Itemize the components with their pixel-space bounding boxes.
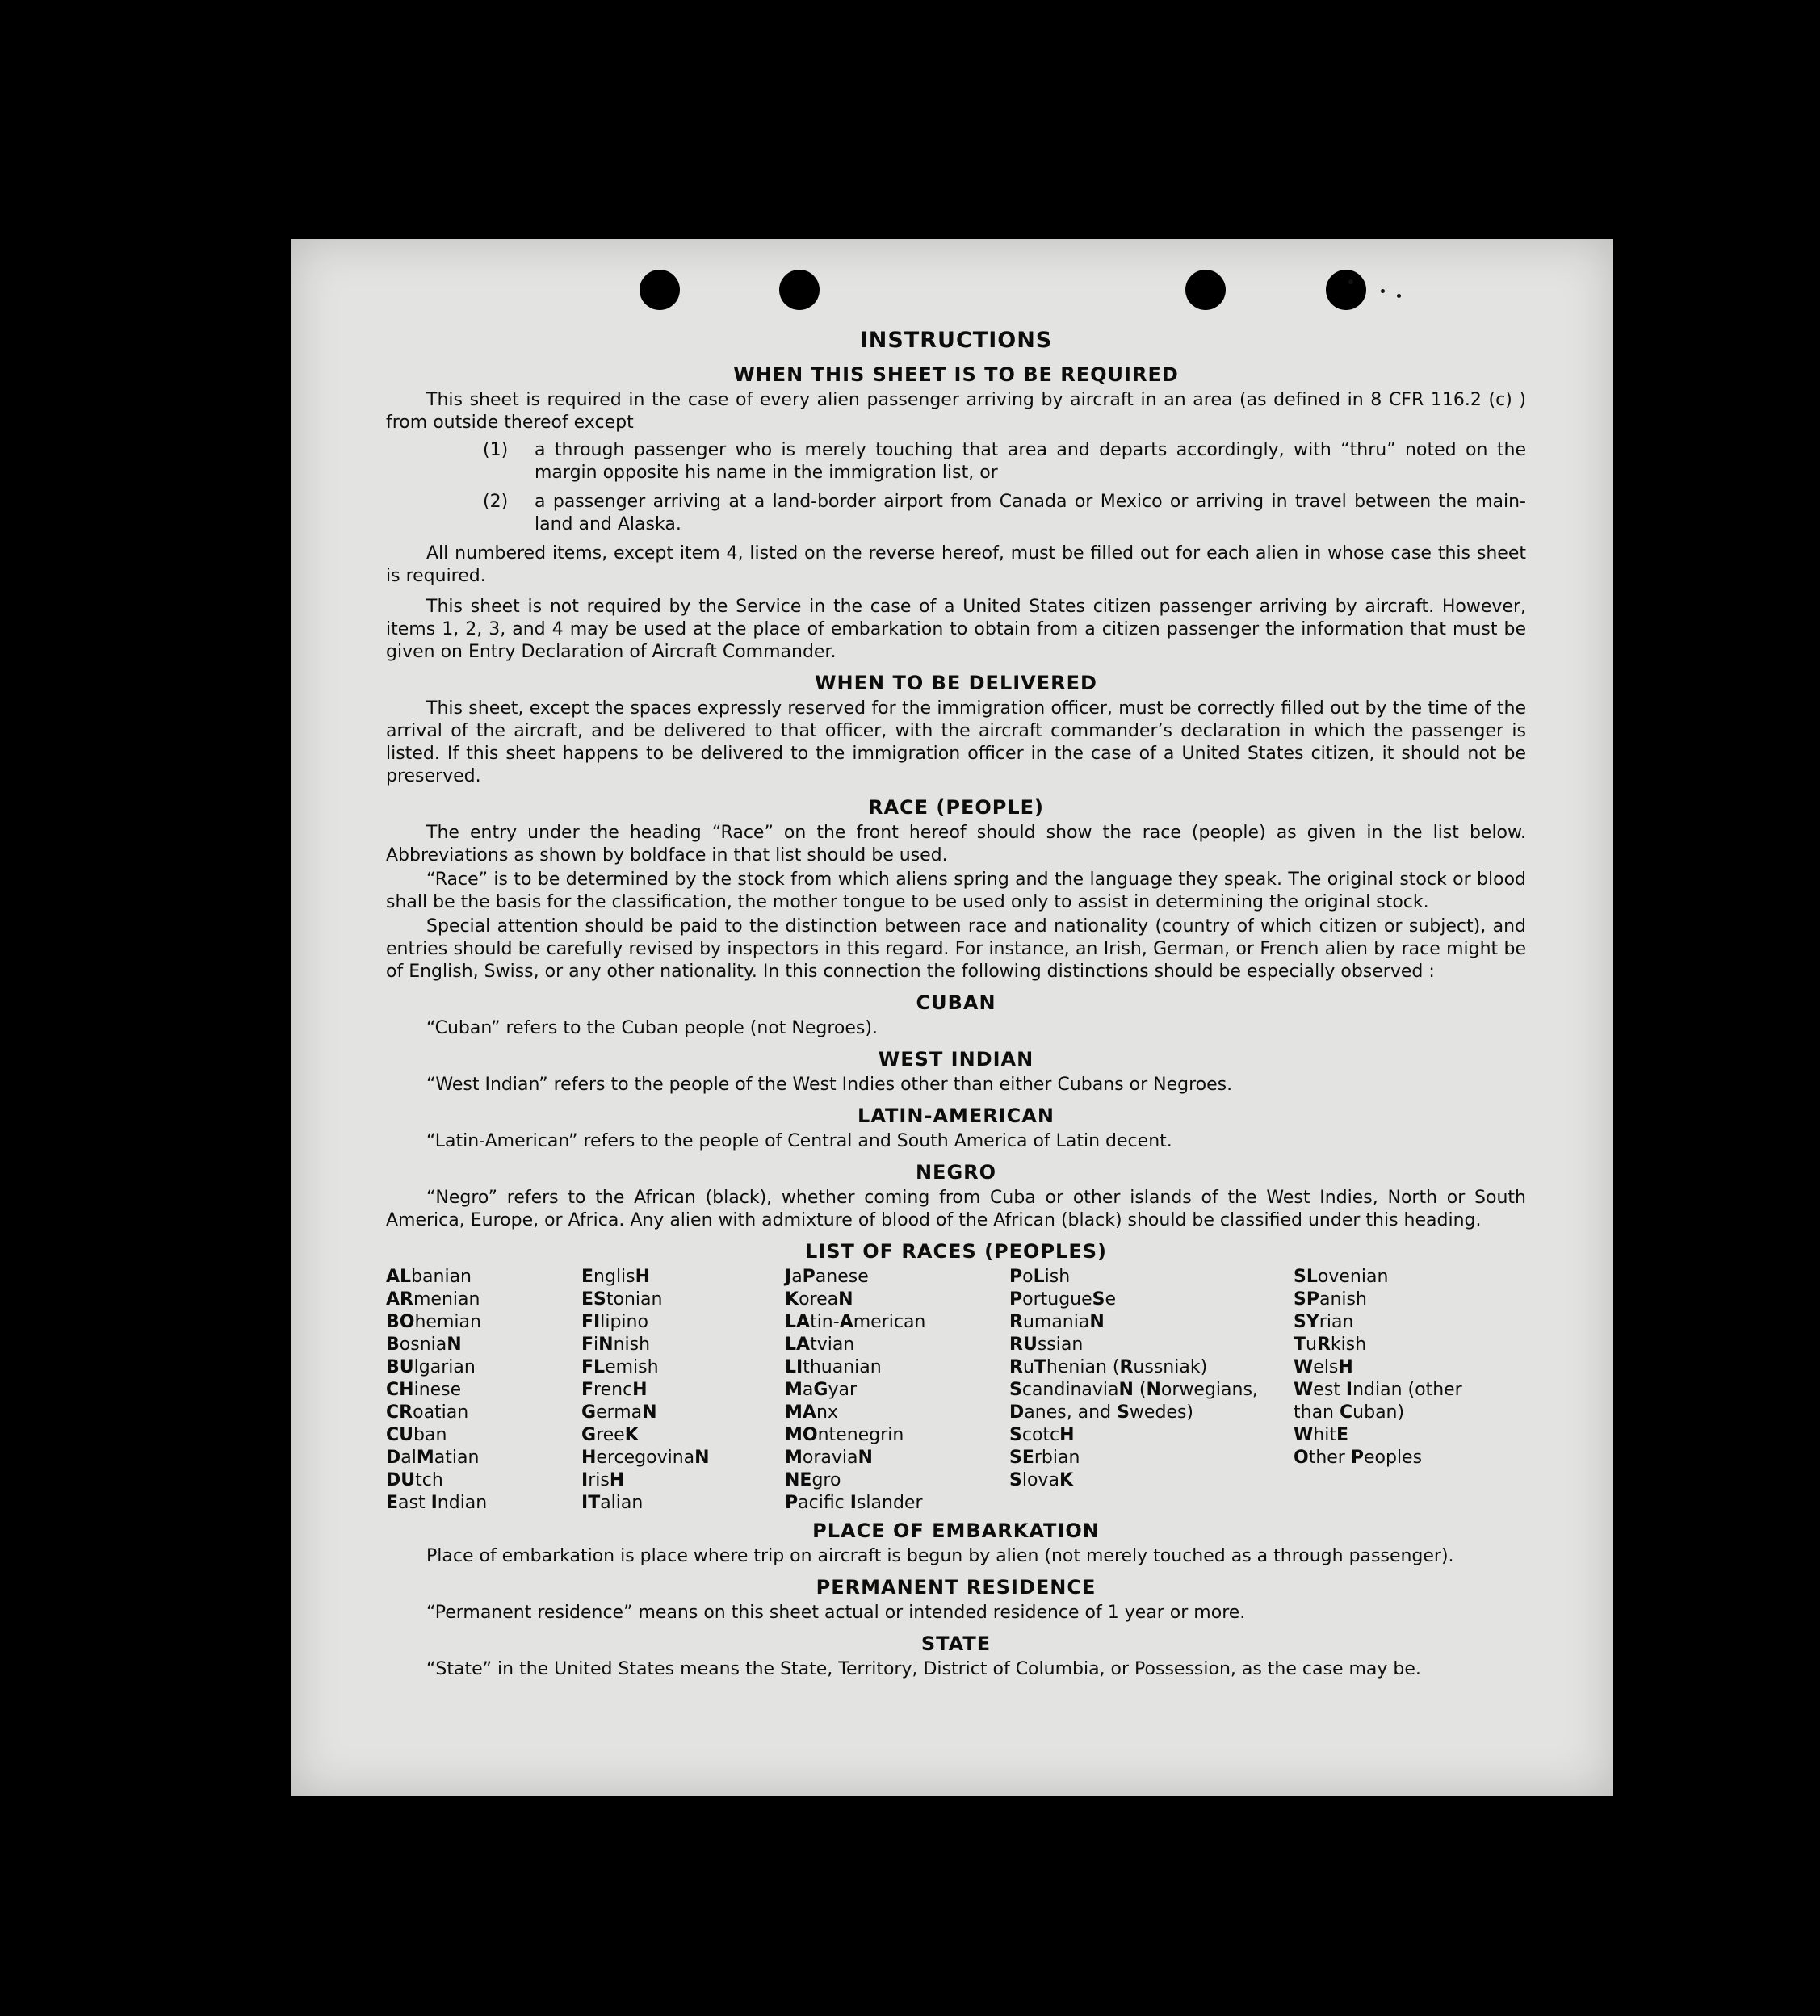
paragraph: “Latin-American” refers to the people of Central and South America of Latin decent. bbox=[426, 1131, 1172, 1151]
race-entry: RuThenian (Russniak) bbox=[1009, 1357, 1208, 1377]
race-entry: Other Peoples bbox=[1294, 1448, 1423, 1468]
punch-hole bbox=[779, 270, 820, 310]
race-entry: BOhemian bbox=[386, 1312, 481, 1332]
race-entry: BUlgarian bbox=[386, 1357, 476, 1377]
race-entry: ScandinaviaN (Norwegians, Danes, and Swedes) bbox=[1009, 1380, 1258, 1423]
section-heading: WEST INDIAN bbox=[878, 1048, 1034, 1071]
section-heading: RACE (PEOPLE) bbox=[867, 796, 1045, 819]
race-entry: CHinese bbox=[386, 1380, 462, 1400]
paragraph: “Cuban” refers to the Cuban people (not Negroes). bbox=[426, 1018, 878, 1038]
race-entry: East Indian bbox=[386, 1493, 488, 1513]
race-entry: GermaN bbox=[581, 1402, 657, 1423]
instructions-body bbox=[386, 329, 1526, 1689]
paragraph: “Negro” refers to the African (black), whether coming from Cuba or other islands of the West Indies, North or South America, Europe, or Africa. Any alien with admixture of blood of the African (black) should be classified under this heading. bbox=[386, 1188, 1526, 1230]
speck bbox=[1381, 289, 1385, 293]
paragraph: “West Indian” refers to the people of the West Indies other than either Cubans or Negroes. bbox=[426, 1075, 1233, 1095]
speck bbox=[1397, 294, 1401, 298]
races-column bbox=[1294, 1266, 1495, 1515]
item-text: a through passenger who is merely touching that area and departs accordingly, with “thru” noted on the margin opposite his name in the immigration list, or bbox=[535, 440, 1526, 483]
exception-item bbox=[483, 491, 1526, 536]
section-heading: PERMANENT RESIDENCE bbox=[816, 1576, 1097, 1599]
race-entry: JaPanese bbox=[785, 1267, 869, 1287]
race-entry: IrisH bbox=[581, 1470, 625, 1490]
race-entry: ALbanian bbox=[386, 1267, 472, 1287]
section-heading: CUBAN bbox=[916, 991, 996, 1014]
race-entry: GreeK bbox=[581, 1425, 639, 1445]
paragraph: “Race” is to be determined by the stock from which aliens spring and the language they speak. The original stock or blood shall be the basis for the classification, the mother tongue to be used only to assist in determining the original stock. bbox=[386, 870, 1526, 912]
race-entry: CUban bbox=[386, 1425, 447, 1445]
race-entry: ITalian bbox=[581, 1493, 644, 1513]
paragraph: Place of embarkation is place where trip on aircraft is begun by alien (not merely touched as a through passenger). bbox=[426, 1546, 1454, 1566]
races-list bbox=[386, 1266, 1526, 1515]
race-entry: CRoatian bbox=[386, 1402, 469, 1423]
race-entry: WelsH bbox=[1294, 1357, 1353, 1377]
page-title: INSTRUCTIONS bbox=[859, 328, 1053, 353]
item-number: (2) bbox=[483, 492, 509, 512]
races-column bbox=[581, 1266, 785, 1515]
section-heading: LATIN-AMERICAN bbox=[858, 1104, 1055, 1127]
race-entry: FLemish bbox=[581, 1357, 659, 1377]
race-entry: MoraviaN bbox=[785, 1448, 873, 1468]
race-entry: NEgro bbox=[785, 1470, 841, 1490]
races-column bbox=[386, 1266, 581, 1515]
race-entry: Pacific Islander bbox=[785, 1493, 923, 1513]
race-entry: LAtin-American bbox=[785, 1312, 926, 1332]
race-entry: ARmenian bbox=[386, 1289, 480, 1310]
race-entry: SPanish bbox=[1294, 1289, 1367, 1310]
races-column bbox=[1009, 1266, 1294, 1515]
paragraph: “Permanent residence” means on this sheet actual or intended residence of 1 year or more. bbox=[426, 1603, 1246, 1623]
item-number: (1) bbox=[483, 440, 509, 460]
section-heading: LIST OF RACES (PEOPLES) bbox=[805, 1240, 1107, 1263]
race-entry: FIlipino bbox=[581, 1312, 648, 1332]
paragraph: This sheet is required in the case of every alien passenger arriving by aircraft in an area (as defined in 8 CFR 116.2 (c) ) from outside thereof except bbox=[386, 390, 1526, 433]
race-entry: TuRkish bbox=[1294, 1335, 1367, 1355]
race-entry: MaGyar bbox=[785, 1380, 857, 1400]
race-entry: ScotcH bbox=[1009, 1425, 1075, 1445]
race-entry: SLovenian bbox=[1294, 1267, 1389, 1287]
section-heading: PLACE OF EMBARKATION bbox=[812, 1519, 1100, 1542]
race-entry: RUssian bbox=[1009, 1335, 1084, 1355]
race-entry: FiNnish bbox=[581, 1335, 651, 1355]
paragraph: This sheet, except the spaces expressly reserved for the immigration officer, must be correctly filled out by the time of the arrival of the aircraft, and be delivered to that officer, with the aircraft commander’s declaration in which the passenger is listed. If this sheet happens to be delivered to the immigration officer in the case of a United States citizen, it should not be preserved. bbox=[386, 698, 1526, 786]
paragraph: This sheet is not required by the Service in the case of a United States citizen passenger arriving by aircraft. However, items 1, 2, 3, and 4 may be used at the place of embarkation to obtain from a citizen passenger the information that must be given on Entry Declaration of Aircraft Commander. bbox=[386, 597, 1526, 662]
race-entry: HercegovinaN bbox=[581, 1448, 710, 1468]
race-entry: EnglisH bbox=[581, 1267, 651, 1287]
race-entry: PortugueSe bbox=[1009, 1289, 1117, 1310]
race-entry: WhitE bbox=[1294, 1425, 1348, 1445]
race-entry: FrencH bbox=[581, 1380, 648, 1400]
section-heading: WHEN TO BE DELIVERED bbox=[815, 672, 1097, 694]
race-entry: LAtvian bbox=[785, 1335, 855, 1355]
race-entry: MAnx bbox=[785, 1402, 838, 1423]
paragraph: All numbered items, except item 4, listed on the reverse hereof, must be filled out for each alien in whose case this sheet is required. bbox=[386, 543, 1526, 586]
race-entry: SErbian bbox=[1009, 1448, 1080, 1468]
race-entry: SYrian bbox=[1294, 1312, 1354, 1332]
race-entry: LIthuanian bbox=[785, 1357, 882, 1377]
paragraph: “State” in the United States means the State, Territory, District of Columbia, or Possession, as the case may be. bbox=[426, 1659, 1421, 1679]
race-entry: BosniaN bbox=[386, 1335, 462, 1355]
punch-hole bbox=[1326, 270, 1366, 310]
race-entry: SlovaK bbox=[1009, 1470, 1073, 1490]
exception-item bbox=[483, 439, 1526, 484]
punch-hole bbox=[640, 270, 680, 310]
race-entry: EStonian bbox=[581, 1289, 663, 1310]
race-entry: MOntenegrin bbox=[785, 1425, 904, 1445]
paragraph: Special attention should be paid to the distinction between race and nationality (country of which citizen or subject), and entries should be carefully revised by inspectors in this regard. For instance, an Irish, German, or French alien by race might be of English, Swiss, or any other nationality. In this connection the following distinctions should be especially observed : bbox=[386, 916, 1526, 982]
item-text: a passenger arriving at a land-border airport from Canada or Mexico or arriving in travel between the main-land and Alaska. bbox=[535, 492, 1526, 534]
paragraph: The entry under the heading “Race” on the front hereof should show the race (people) as given in the list below. Abbreviations as shown by boldface in that list should be used. bbox=[386, 823, 1526, 865]
race-entry: DalMatian bbox=[386, 1448, 480, 1468]
race-entry: RumaniaN bbox=[1009, 1312, 1105, 1332]
punch-hole bbox=[1185, 270, 1226, 310]
race-entry: West Indian (other than Cuban) bbox=[1294, 1380, 1462, 1423]
section-heading: STATE bbox=[920, 1632, 992, 1655]
race-entry: KoreaN bbox=[785, 1289, 853, 1310]
race-entry: DUtch bbox=[386, 1470, 443, 1490]
speck bbox=[1348, 279, 1353, 284]
section-heading: NEGRO bbox=[915, 1161, 997, 1184]
document-page bbox=[291, 239, 1613, 1796]
section-heading: WHEN THIS SHEET IS TO BE REQUIRED bbox=[733, 363, 1179, 386]
races-column bbox=[785, 1266, 1009, 1515]
race-entry: PoLish bbox=[1009, 1267, 1071, 1287]
